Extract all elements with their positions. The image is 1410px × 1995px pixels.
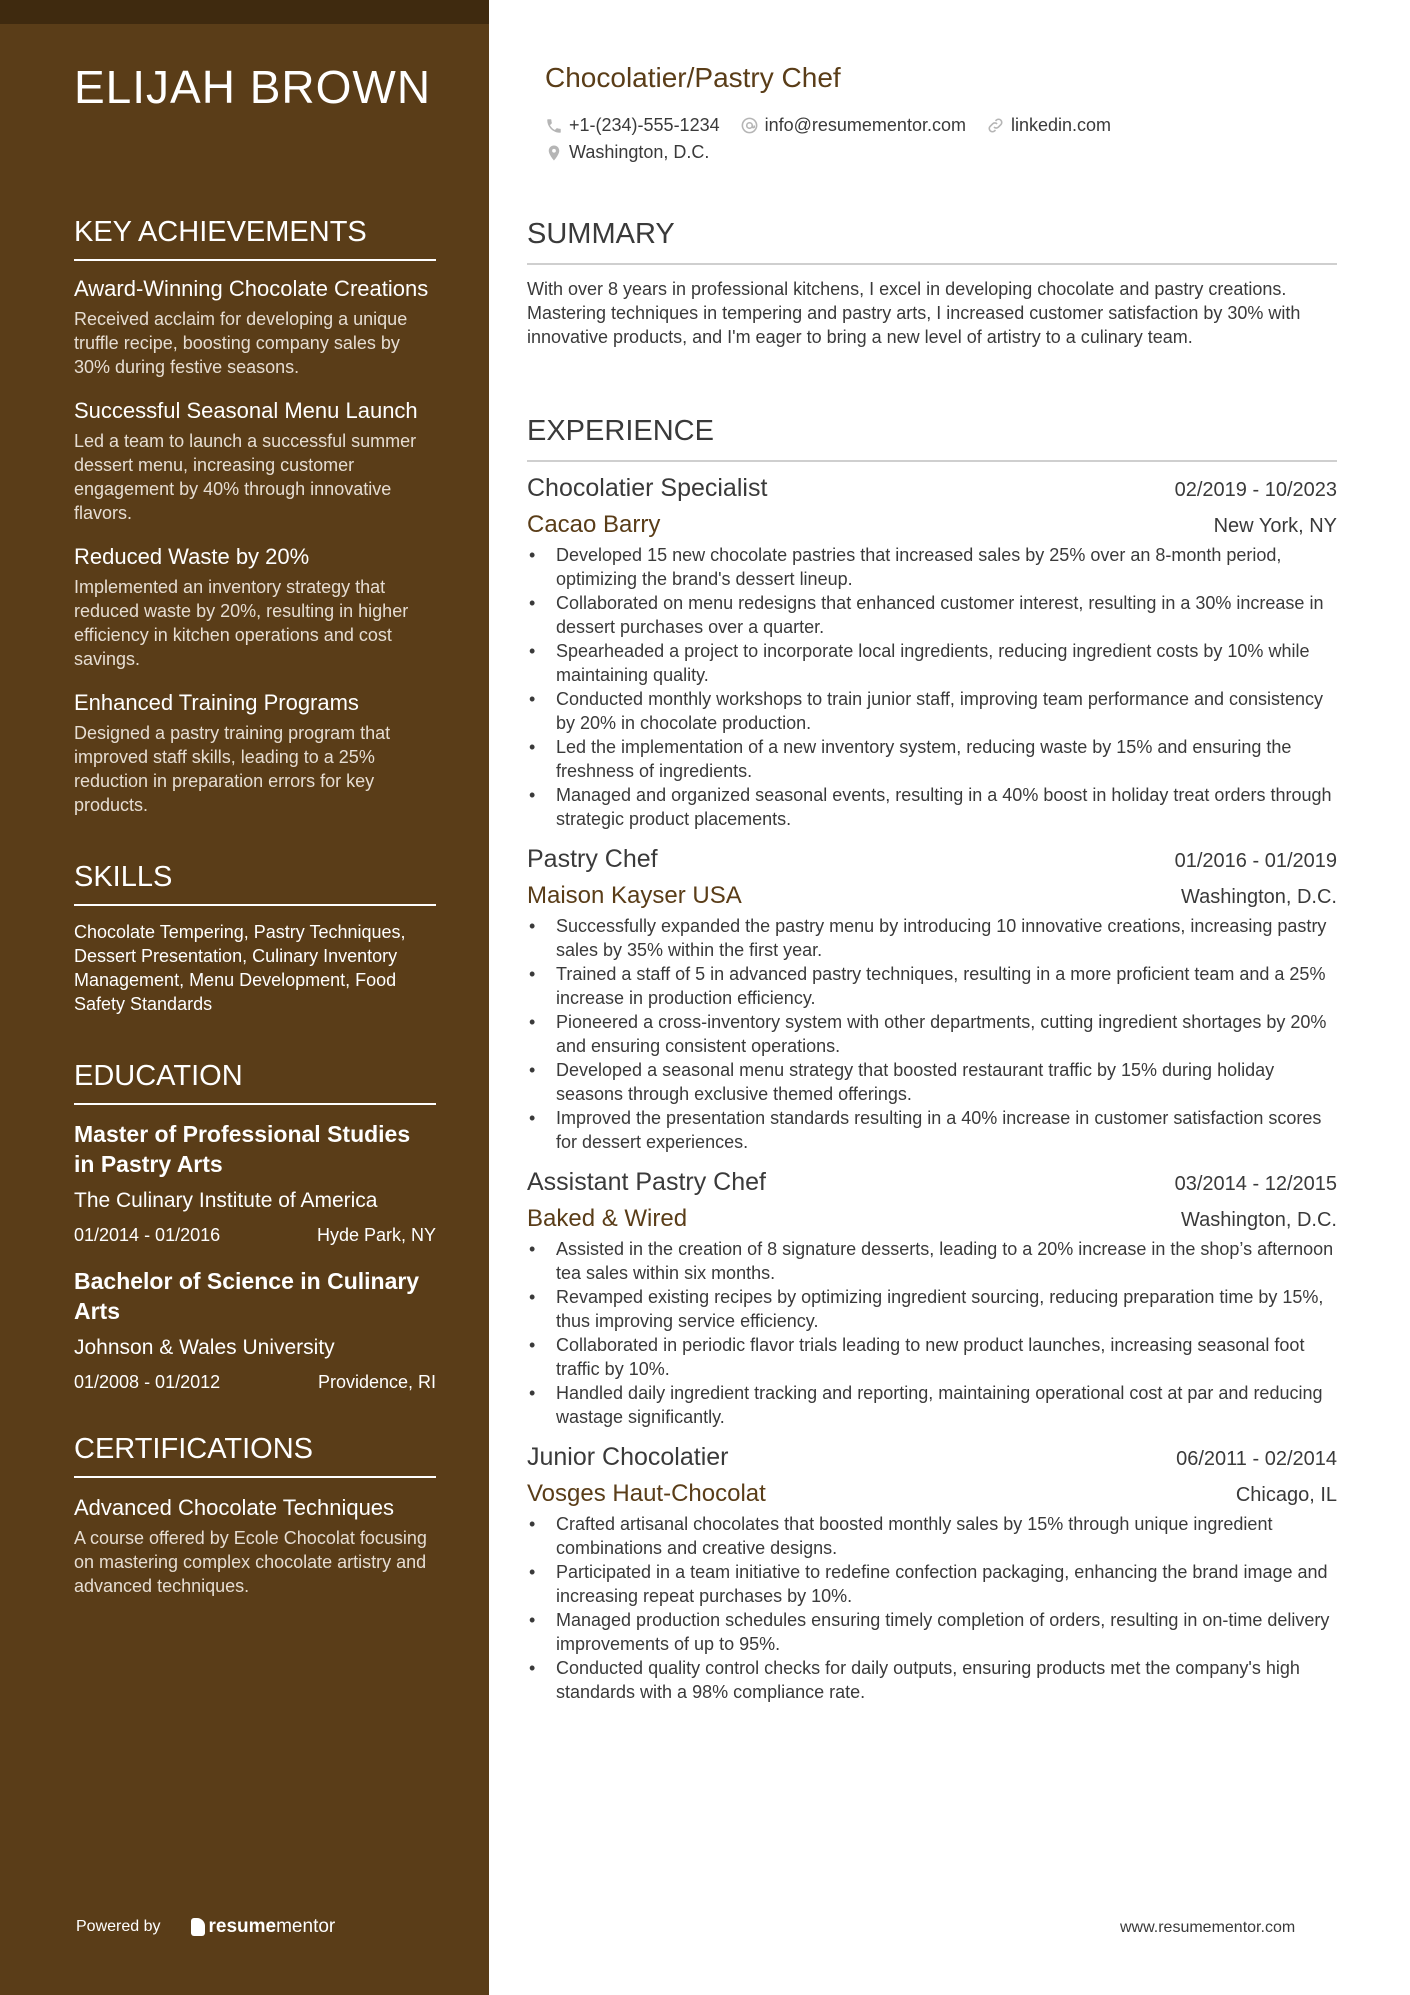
phone[interactable] — [545, 115, 720, 136]
job-location: Chicago, IL — [1235, 1484, 1337, 1506]
sidebar-top-band — [0, 0, 489, 24]
job-bullets — [527, 914, 1337, 1154]
achievement-desc: Designed a pastry training program that improved staff skills, leading to a 25% reduction in preparation errors for key products. — [74, 723, 391, 815]
job-dates: 06/2011 - 02/2014 — [1176, 1448, 1337, 1470]
achievements-section — [74, 216, 436, 817]
education-item — [74, 1119, 436, 1246]
education-school: Johnson & Wales University — [74, 1336, 335, 1359]
education-location: Hyde Park, NY — [316, 1225, 436, 1245]
bullet-item: • Managed and organized seasonal events, resulting in a 40% boost in holiday treat orders through strategic product placements. — [527, 783, 1337, 831]
education-section — [74, 1060, 436, 1393]
achievement-item — [74, 543, 436, 671]
candidate-name: ELIJAH BROWN — [74, 61, 432, 113]
bullet-item: • Participated in a team initiative to redefine confection packaging, enhancing the brand image and increasing repeat purchases by 10%. — [527, 1560, 1337, 1608]
job-title: Chocolatier Specialist — [527, 474, 768, 502]
job-location: Washington, D.C. — [1181, 1209, 1337, 1231]
achievements-heading: KEY ACHIEVEMENTS — [74, 216, 436, 261]
certifications-section — [74, 1433, 436, 1598]
certification-desc: A course offered by Ecole Chocolat focusing on mastering complex chocolate artistry and advanced techniques. — [74, 1528, 427, 1596]
experience-section — [527, 415, 1337, 1718]
job-entry — [527, 1443, 1337, 1704]
education-location: Providence, RI — [317, 1372, 436, 1392]
bullet-item: • Developed a seasonal menu strategy that boosted restaurant traffic by 15% during holiday seasons through exclusive themed offerings. — [527, 1058, 1337, 1106]
job-entry — [527, 845, 1337, 1154]
bullet-item: • Handled daily ingredient tracking and reporting, maintaining operational cost at par and reducing wastage significantly. — [527, 1381, 1337, 1429]
sidebar — [0, 0, 489, 1995]
education-item — [74, 1266, 436, 1393]
location — [545, 142, 709, 163]
education-degree: Master of Professional Studies in Pastry Arts — [74, 1121, 411, 1177]
job-bullets — [527, 543, 1337, 831]
bullet-item: • Conducted quality control checks for daily outputs, ensuring products met the company's high standards with a 98% compliance rate. — [527, 1656, 1337, 1704]
website-link[interactable]: www.resumementor.com — [1120, 1919, 1296, 1936]
phone-icon — [545, 117, 563, 135]
education-dates: 01/2014 - 01/2016 — [74, 1225, 221, 1245]
email-text: info@resumementor.com — [764, 115, 966, 135]
summary-section — [527, 218, 1337, 349]
job-entry — [527, 1168, 1337, 1429]
job-dates: 03/2014 - 12/2015 — [1174, 1173, 1337, 1195]
brand-mentor: mentor — [276, 1916, 336, 1937]
bullet-item: • Assisted in the creation of 8 signature desserts, leading to a 20% increase in the shop’s afternoon tea sales within six months. — [527, 1237, 1337, 1285]
achievement-title: Reduced Waste by 20% — [74, 544, 310, 569]
education-dates: 01/2008 - 01/2012 — [74, 1372, 221, 1392]
achievement-desc: Implemented an inventory strategy that reduced waste by 20%, resulting in higher efficiency in kitchen operations and cost savings. — [74, 577, 409, 669]
linkedin-text: linkedin.com — [1010, 115, 1112, 135]
job-location: Washington, D.C. — [1181, 886, 1337, 908]
education-meta — [74, 1372, 436, 1393]
job-title: Assistant Pastry Chef — [527, 1168, 766, 1196]
at-icon — [740, 116, 759, 135]
achievement-desc: Received acclaim for developing a unique truffle recipe, boosting company sales by 30% during festive seasons. — [74, 309, 408, 377]
skills-heading: SKILLS — [74, 861, 436, 906]
job-title: Junior Chocolatier — [527, 1443, 729, 1471]
certification-item — [74, 1494, 436, 1598]
link-icon — [986, 116, 1005, 135]
bullet-item: • Spearheaded a project to incorporate local ingredients, reducing ingredient costs by 10% while maintaining quality. — [527, 639, 1337, 687]
phone-text: +1-(234)-555-1234 — [569, 115, 720, 135]
job-title: Pastry Chef — [527, 845, 658, 873]
achievement-item — [74, 397, 436, 525]
contact-info — [545, 112, 1131, 166]
bullet-item: • Improved the presentation standards resulting in a 40% increase in customer satisfaction scores for dessert experiences. — [527, 1106, 1337, 1154]
job-company: Cacao Barry — [527, 511, 661, 538]
achievement-title: Successful Seasonal Menu Launch — [74, 398, 418, 423]
bullet-item: • Pioneered a cross-inventory system with other departments, cutting ingredient shortages by 20% and ensuring consistent operations. — [527, 1010, 1337, 1058]
job-bullets — [527, 1512, 1337, 1704]
summary-heading: SUMMARY — [527, 218, 1337, 265]
education-heading: EDUCATION — [74, 1060, 436, 1105]
job-company: Vosges Haut-Chocolat — [527, 1480, 766, 1507]
job-dates: 02/2019 - 10/2023 — [1174, 479, 1337, 501]
education-degree: Bachelor of Science in Culinary Arts — [74, 1268, 420, 1324]
location-text: Washington, D.C. — [569, 142, 710, 162]
certification-title: Advanced Chocolate Techniques — [74, 1495, 395, 1520]
education-school: The Culinary Institute of America — [74, 1189, 378, 1212]
skills-section — [74, 861, 436, 1016]
achievement-item — [74, 689, 436, 817]
contact-row — [545, 112, 1131, 139]
job-bullets — [527, 1237, 1337, 1429]
job-location: New York, NY — [1213, 515, 1337, 537]
job-entry — [527, 474, 1337, 831]
contact-row — [545, 139, 1131, 166]
achievement-title: Enhanced Training Programs — [74, 690, 359, 715]
powered-by-label: Powered by — [76, 1918, 161, 1935]
bullet-item: • Revamped existing recipes by optimizing ingredient sourcing, reducing preparation time by 15%, thus improving service efficiency. — [527, 1285, 1337, 1333]
bullet-item: • Collaborated on menu redesigns that enhanced customer interest, resulting in a 30% increase in dessert purchases over a quarter. — [527, 591, 1337, 639]
bullet-item: • Developed 15 new chocolate pastries that increased sales by 25% over an 8-month period, optimizing the brand's dessert lineup. — [527, 543, 1337, 591]
linkedin[interactable] — [986, 115, 1111, 136]
bullet-item: • Led the implementation of a new inventory system, reducing waste by 15% and ensuring the freshness of ingredients. — [527, 735, 1337, 783]
achievement-desc: Led a team to launch a successful summer dessert menu, increasing customer engagement by 40% through innovative flavors. — [74, 431, 417, 523]
powered-by — [76, 1916, 335, 1938]
job-company: Maison Kayser USA — [527, 882, 742, 909]
bullet-item: • Successfully expanded the pastry menu by introducing 10 innovative creations, increasing pastry sales by 35% within the first year. — [527, 914, 1337, 962]
bullet-item: • Trained a staff of 5 in advanced pastry techniques, resulting in a more proficient team and a 25% increase in production efficiency. — [527, 962, 1337, 1010]
skills-text: Chocolate Tempering, Pastry Techniques, Dessert Presentation, Culinary Inventory Management, Menu Development, Food Safety Standards — [74, 922, 406, 1014]
experience-heading: EXPERIENCE — [527, 415, 1337, 462]
bullet-item: • Crafted artisanal chocolates that boosted monthly sales by 15% through unique ingredient combinations and creative designs. — [527, 1512, 1337, 1560]
summary-text: With over 8 years in professional kitchens, I excel in developing chocolate and pastry creations. Mastering techniques in tempering and pastry arts, I increased customer satisfaction by 30% with innovative products, and I'm eager to bring a new level of artistry to a culinary team. — [527, 279, 1301, 347]
email[interactable] — [740, 115, 966, 136]
brand-logo[interactable] — [191, 1916, 336, 1938]
sidebar-content — [74, 216, 436, 1624]
achievement-item — [74, 275, 436, 379]
job-title-header: Chocolatier/Pastry Chef — [545, 62, 841, 93]
bullet-item: • Managed production schedules ensuring timely completion of orders, resulting in on-time delivery improvements of up to 95%. — [527, 1608, 1337, 1656]
certifications-heading: CERTIFICATIONS — [74, 1433, 436, 1478]
brand-resume: resume — [208, 1916, 277, 1937]
bullet-item: • Conducted monthly workshops to train junior staff, improving team performance and consistency by 20% in chocolate production. — [527, 687, 1337, 735]
bullet-item: • Collaborated in periodic flavor trials leading to new product launches, increasing seasonal foot traffic by 10%. — [527, 1333, 1337, 1381]
achievement-title: Award-Winning Chocolate Creations — [74, 276, 429, 301]
location-pin-icon — [545, 143, 563, 163]
job-dates: 01/2016 - 01/2019 — [1174, 850, 1337, 872]
resumementor-logo-icon — [191, 1918, 205, 1936]
job-company: Baked & Wired — [527, 1205, 688, 1232]
education-meta — [74, 1225, 436, 1246]
